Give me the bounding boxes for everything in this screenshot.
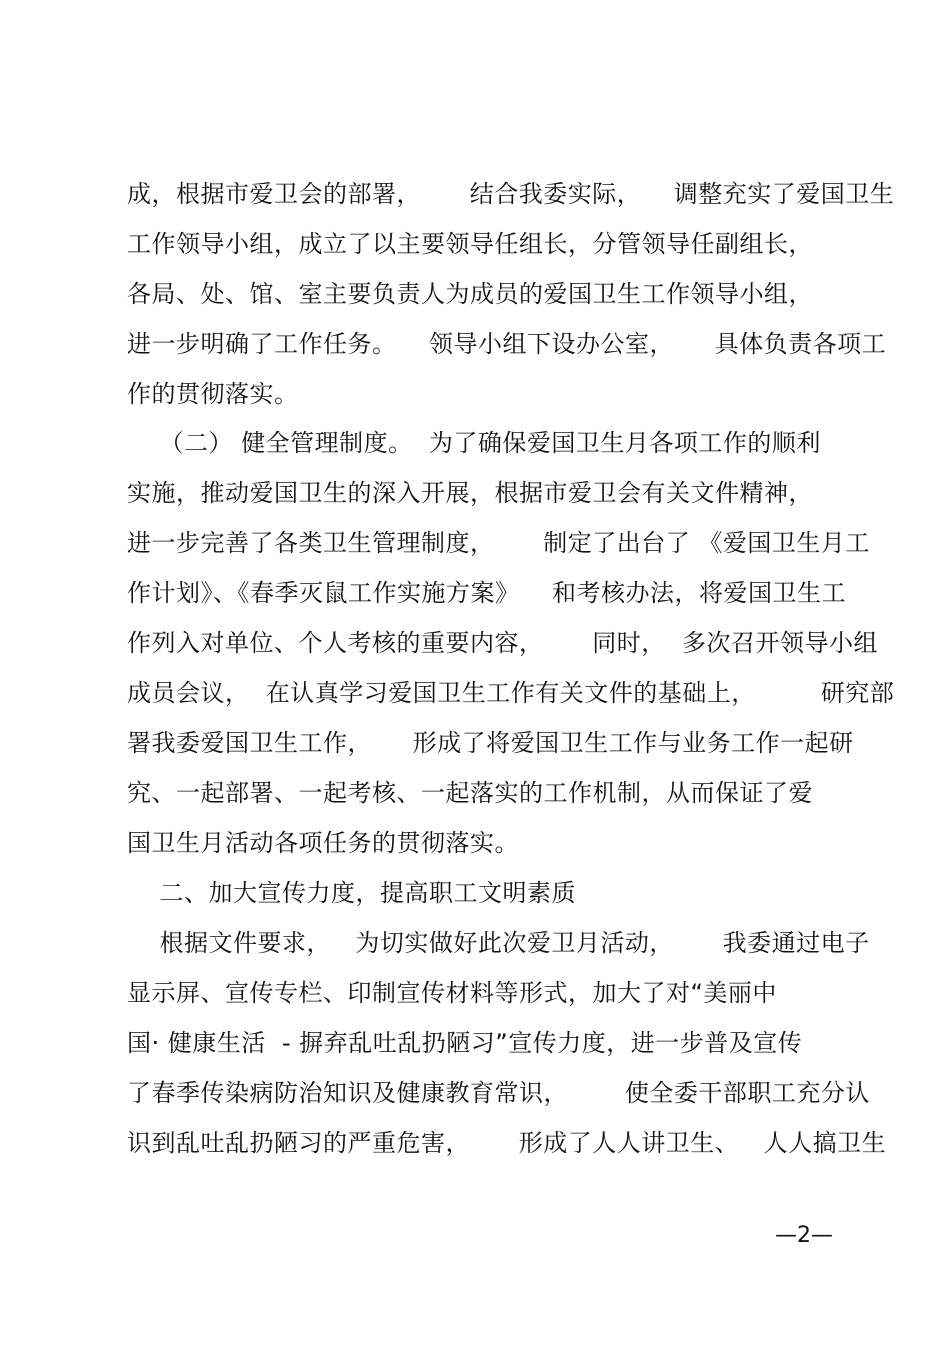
text-line: 究、一起部署、一起考核、一起落实的工作机制，从而保证了爱: [127, 779, 813, 807]
text-line: 进一步完善了各类卫生管理制度， 制定了出台了 《爱国卫生月工: [127, 529, 870, 557]
text-line: （二） 健全管理制度。 为了确保爱国卫生月各项工作的顺利: [127, 429, 821, 457]
text-line: 作计划》、《春季灭鼠工作实施方案》 和考核办法，将爱国卫生工: [127, 579, 847, 607]
text-line: 作列入对单位、个人考核的重要内容， 同时， 多次召开领导小组: [127, 629, 879, 657]
text-line: 实施，推动爱国卫生的深入开展，根据市爱卫会有关文件精神，: [127, 479, 813, 507]
text-line: 显示屏、宣传专栏、印制宣传材料等形式，加大了对“美丽中: [127, 979, 777, 1007]
text-line: 国· 健康生活 - 摒弃乱吐乱扔陋习”宣传力度，进一步普及宣传: [127, 1029, 803, 1057]
text-line: 工作领导小组，成立了以主要领导任组长，分管领导任副组长，: [127, 230, 813, 258]
text-line: 识到乱吐乱扔陋习的严重危害， 形成了人人讲卫生、 人人搞卫生: [127, 1129, 887, 1157]
page-number: —2—: [775, 1223, 833, 1248]
text-line: 根据文件要求， 为切实做好此次爱卫月活动， 我委通过电子: [127, 929, 870, 957]
text-line: 各局、处、馆、室主要负责人为成员的爱国卫生工作领导小组，: [127, 280, 813, 308]
text-line: 进一步明确了工作任务。 领导小组下设办公室， 具体负责各项工: [127, 330, 887, 358]
text-line: 国卫生月活动各项任务的贯彻落实。: [127, 829, 519, 857]
text-line: 署我委爱国卫生工作， 形成了将爱国卫生工作与业务工作一起研: [127, 729, 854, 757]
text-line: 作的贯彻落实。: [127, 380, 299, 408]
text-line: 了春季传染病防治知识及健康教育常识， 使全委干部职工充分认: [127, 1079, 870, 1107]
section-heading: 二、加大宣传力度，提高职工文明素质: [127, 879, 577, 907]
text-line: 成，根据市爱卫会的部署， 结合我委实际， 调整充实了爱国卫生: [127, 180, 895, 208]
text-line: 成员会议， 在认真学习爱国卫生工作有关文件的基础上， 研究部: [127, 679, 895, 707]
